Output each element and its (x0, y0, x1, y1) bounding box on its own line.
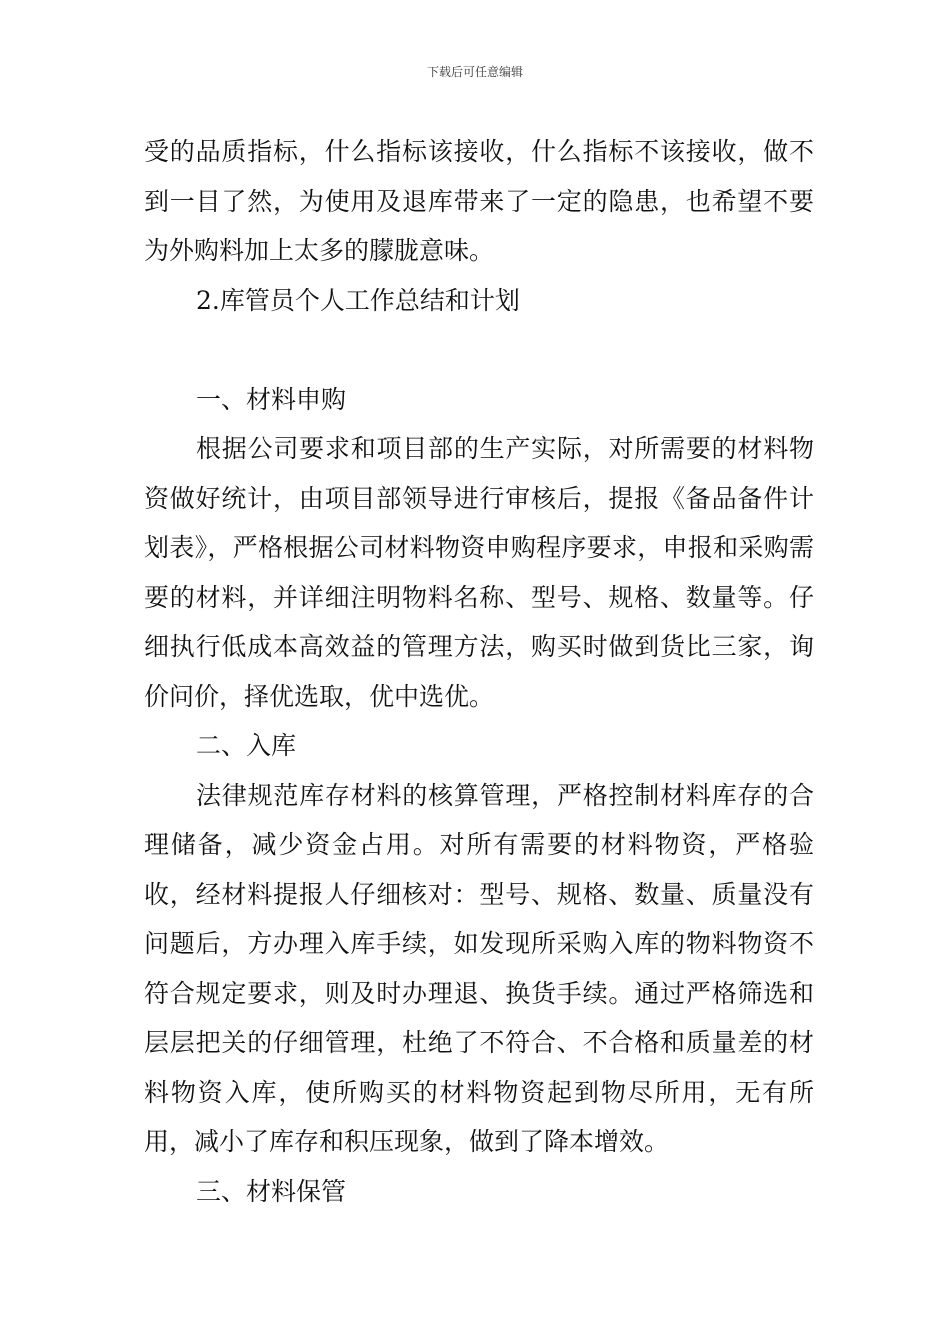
section-title-purchase: 一、材料申购 (196, 384, 347, 414)
page-header: 下载后可任意编辑 (426, 65, 523, 79)
paragraph-warehousing: 法律规范库存材料的核算管理，严格控制材料库存的合理储备，减少资金占用。对所有需要的材料物资，严格验收，经材料提报人仔细核对：型号、规格、数量、质量没有问题后，方办理入库手续，如发现所采购入库的物料物资不符合规定要求，则及时办理退、换货手续。通过严格筛选和层层把关的仔细管理，杜绝了不符合、不合格和质量差的材料物资入库，使所购买的材料物资起到物尽所用，无有所用，减小了库存和积压现象，做到了降本增效。 (144, 780, 814, 1156)
section-title-storage: 三、材料保管 (196, 1176, 347, 1206)
paragraph-continuation: 受的品质指标，什么指标该接收，什么指标不该接收，做不到一目了然，为使用及退库带来了一定的隐患，也希望不要为外购料加上太多的朦胧意味。 (144, 137, 814, 265)
section-title-warehousing: 二、入库 (196, 731, 297, 760)
section-heading-2: 2.库管员个人工作总结和计划 (196, 285, 520, 315)
document-body (144, 127, 814, 1216)
blank-line (144, 325, 814, 375)
paragraph-purchase: 根据公司要求和项目部的生产实际，对所需要的材料物资做好统计，由项目部领导进行审核后，提报《备品备件计划表》，严格根据公司材料物资申购程序要求，申报和采购需要的材料，并详细注明物料名称、型号、规格、数量等。仔细执行低成本高效益的管理方法，购买时做到货比三家，询价问价，择优选取，优中选优。 (144, 434, 814, 711)
